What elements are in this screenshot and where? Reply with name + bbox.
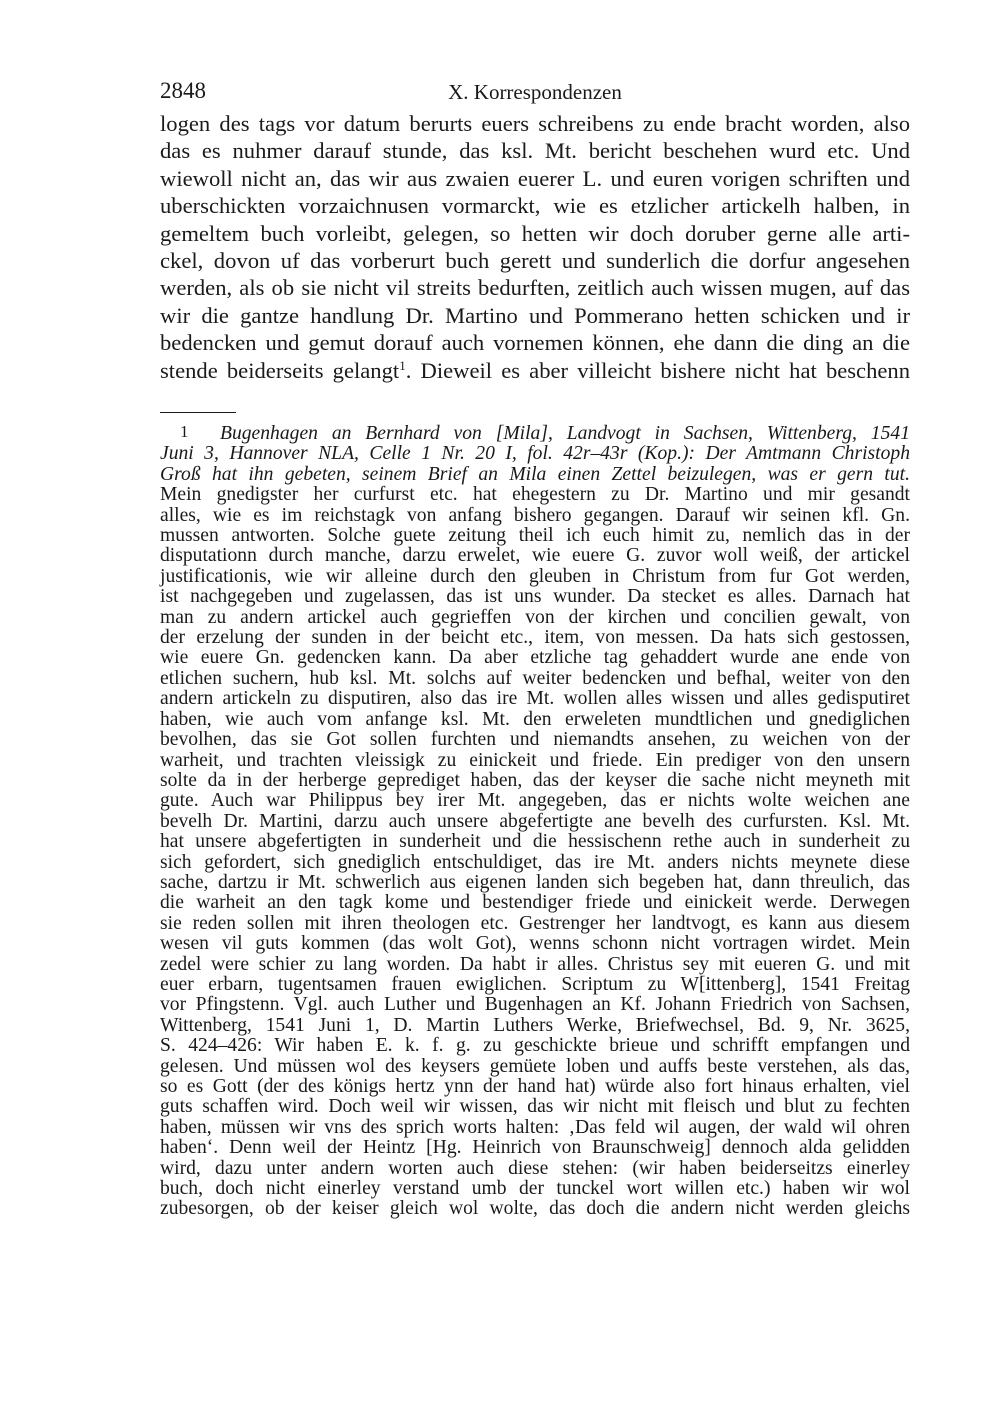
footnote-line: ist nachgegeben und zugelassen, das ist uns wunder. Da stecket es alles. Darnach hat <box>160 586 910 608</box>
footnote-line: buch, doch nicht einerley verstand umb der tunckel wort willen etc.) haben wir wol <box>160 1178 910 1200</box>
page-number: 2848 <box>160 78 206 103</box>
footnote-line: die warheit an den tagk kome und bestendiger friede und einickeit werde. Derwegen <box>160 892 910 914</box>
footnote-line: bevolhen, das sie Got sollen furchten und niemandts ansehen, zu weichen von der <box>160 729 910 751</box>
footnote-line: wird, dazu unter andern worten auch diese stehen: (wir haben beiderseitzs einerley <box>160 1157 910 1179</box>
footnote-line: gelesen. Und müssen wol des keysers gemüete loben und auffs beste verstehen, als das, <box>160 1055 910 1077</box>
footnote-line: wesen vil guts kommen (das wolt Got), wenns schonn nicht vortragen wirdet. Mein <box>160 933 910 955</box>
footnote-line: haben, müssen wir vns des sprich worts halten: ‚Das feld wil augen, der wald wil ohren <box>160 1116 910 1138</box>
footnote-line: euer erbarn, tugentsamen frauen ewiglichen. Scriptum zu W[ittenberg], 1541 Freitag <box>160 973 910 995</box>
footnote-line: so es Gott (der des königs hertz ynn der hand hat) würde also fort hinaus erhalten, viel <box>160 1076 910 1097</box>
footnote-line: justificationis, wie wir alleine durch den gleuben in Christum from fur Got werden, <box>160 565 910 587</box>
body-line <box>160 357 910 384</box>
footnote-line <box>160 422 910 444</box>
footnote-line: der erzelung der sunden in der beicht etc., item, von messen. Da hats sich gestossen, <box>160 627 910 649</box>
footnote-number: 1 <box>180 422 189 441</box>
footnote-line: bevelh Dr. Martini, darzu auch unsere abgefertigte ane bevelh des curfursten. Ksl. Mt. <box>160 810 910 832</box>
footnote-line: andern artickeln zu disputiren, also das ire Mt. wollen alles wissen und alles gedisputiret <box>160 688 910 710</box>
footnote-separator <box>160 412 236 413</box>
footnote-line: zubesorgen, ob der keiser gleich wol wolte, das doch die andern nicht werden gleichs <box>160 1198 910 1220</box>
footnote-line: sich gefordert, sich gnediglich entschuldiget, das ire Mt. anders nichts meynete diese <box>160 851 910 873</box>
footnote-line: Juni 3, Hannover NLA, Celle 1 Nr. 20 I, fol. 42r–43r (Kop.): Der Amtmann Christoph <box>160 443 910 465</box>
body-line-text: stende beiderseits gelangt <box>160 357 400 383</box>
body-line: gemeltem buch vorleibt, gelegen, so hetten wir doch doruber gerne alle arti- <box>160 220 910 246</box>
footnote-line: hat unsere abgefertigten in sunderheit und die hessischenn rethe auch in sunderheit zu <box>160 831 910 853</box>
running-title: X. Korrespondenzen <box>448 80 622 104</box>
body-line: bedencken und gemut dorauf auch vornemen können, ehe dann die ding an die <box>160 330 910 356</box>
footnote-line: Wittenberg, 1541 Juni 1, D. Martin Luthers Werke, Briefwechsel, Bd. 9, Nr. 3625, <box>160 1014 910 1036</box>
footnote-line-text: Bugenhagen an Bernhard von [Mila], Landvogt in Sachsen, Wittenberg, 1541 <box>220 423 910 444</box>
page <box>160 78 910 384</box>
body-line: wir die gantze handlung Dr. Martino und Pommerano hetten schicken und ir <box>160 302 910 328</box>
body-line: das es nuhmer darauf stunde, das ksl. Mt. bericht beschehen wurd etc. Und <box>160 138 910 164</box>
main-text <box>160 110 910 384</box>
footnote-line: mussen antworten. Solche guete zeitung theil ich euch himit zu, nemlich das in der <box>160 525 910 547</box>
footnote-line: wie euere Gn. gedencken kann. Da aber etzliche tag gehaddert wurde ane ende von <box>160 647 910 669</box>
footnote-line: sie reden sollen mit ihren theologen etc. Gestrenger her landtvogt, es kann aus diesem <box>160 912 910 934</box>
footnote-line: warheit, und trachten vleissigk zu einickeit und friede. Ein prediger von den unsern <box>160 749 910 771</box>
body-line: wiewoll nicht an, das wir aus zwaien euerer L. und euren vorigen schriften und <box>160 165 910 191</box>
footnote-line: disputationn durch manche, darzu erwelet, wie euere G. zuvor woll weiß, der artickel <box>160 545 910 567</box>
body-paragraph <box>160 110 910 384</box>
footnote-line: guts schaffen wird. Doch weil wir wissen, das wir nicht mit fleisch und blut zu fechten <box>160 1096 910 1118</box>
footnote-line: etlichen suchern, hub ksl. Mt. solchs auf weiter bedencken und befhal, weiter von den <box>160 667 910 689</box>
body-line: logen des tags vor datum berurts euers schreibens zu ende bracht worden, also <box>160 111 910 136</box>
body-line: werden, als ob sie nicht vil streits bedurften, zeitlich auch wissen mugen, auf das <box>160 275 910 301</box>
footnote-line: haben‘. Denn weil der Heintz [Hg. Heinrich von Braunschweig] dennoch alda gelidden <box>160 1137 910 1159</box>
footnote-line: Groß hat ihn gebeten, seinem Brief an Mila einen Zettel beizulegen, was er gern tut. <box>160 463 910 485</box>
body-line-text: . Dieweil es aber villeicht bishere nicht hat beschenn <box>405 357 911 383</box>
footnote-line: alles, wie es im reichstagk von anfang bishero gegangen. Darauf wir seinen kfl. Gn. <box>160 504 910 526</box>
footnote-line: vor Pfingstenn. Vgl. auch Luther und Bugenhagen an Kf. Johann Friedrich von Sachsen, <box>160 994 910 1016</box>
footnote-line: sache, dartzu ir Mt. schwerlich aus eigenen landen sich begeben hat, dann threulich, das <box>160 871 910 893</box>
footnote-reference[interactable]: 1 <box>399 357 406 373</box>
body-line: uberschickten vorzaichnusen vormarckt, wie es etzlicher artickelh halben, in <box>160 193 910 219</box>
footnote-line: solte da in der herberge geprediget haben, das der keyser die sache nicht meyneth mit <box>160 769 910 791</box>
footnote-line: gute. Auch war Philippus bey irer Mt. angegeben, das er nichts wolte weichen ane <box>160 790 910 812</box>
body-line: ckel, dovon uf das vorberurt buch gerett und sunderlich die dorfur angesehen <box>160 248 910 274</box>
footnote-line: haben, wie auch vom anfange ksl. Mt. den erweleten mundtlichen und gnediglichen <box>160 708 910 730</box>
footnote-line: man zu andern artickel auch gegrieffen von der kirchen und concilien gewalt, von <box>160 606 910 628</box>
footnote <box>160 422 910 1220</box>
page-header <box>160 78 910 110</box>
footnote-line: S. 424–426: Wir haben E. k. f. g. zu geschickte brieue und schrifft empfangen und <box>160 1035 910 1057</box>
footnote-line: Mein gnedigster her curfurst etc. hat ehegestern zu Dr. Martino und mir gesandt <box>160 484 910 506</box>
footnote-line: zedel were schier zu lang worden. Da habt ir alles. Christus sey mit eueren G. und mit <box>160 953 910 975</box>
